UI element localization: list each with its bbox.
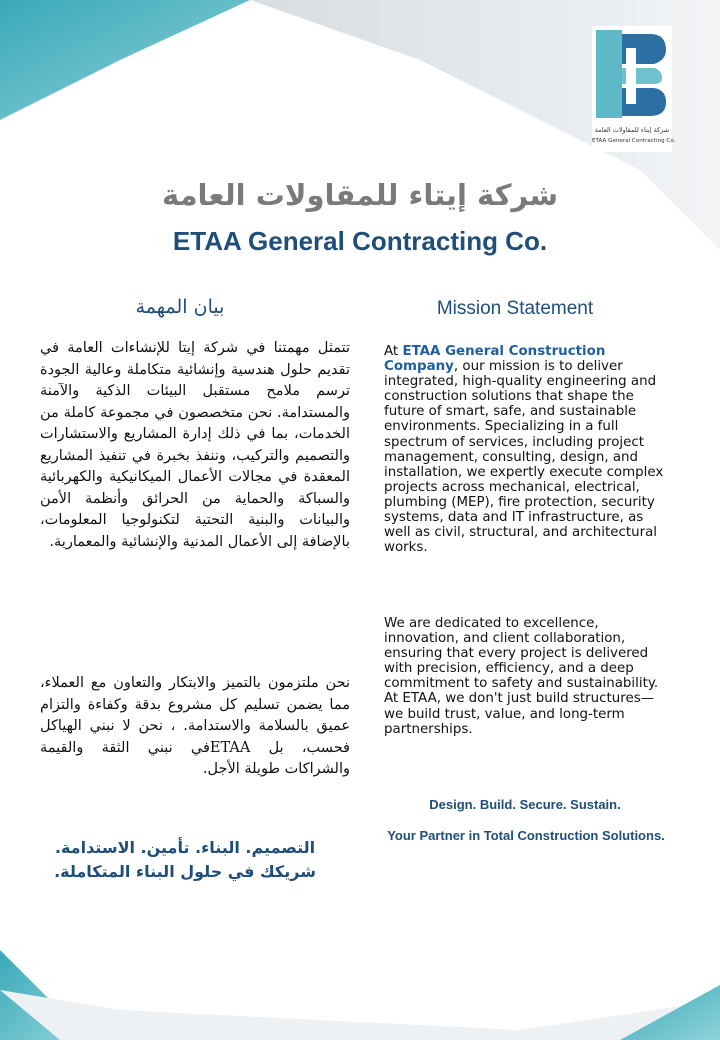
page-title-english: ETAA General Contracting Co. [172, 226, 548, 256]
arabic-paragraph-2: نحن ملتزمون بالتميز والابتكار والتعاون مع العملاء، مما يضمن تسليم كل مشروع بدقة وكفاءة والتزام عميق بالسلامة والاستدامة. ، نحن لا نبني الهياكل فحسب، بل ETAAفي نبني الثقة والقيمة والشراكات طويلة الأجل. [40, 675, 350, 777]
english-paragraph-2: We are dedicated to excellence, innovation, and client collaboration, ensuring that every project is delivered with precision, efficiency, and a deep commitment to safety and sustainability. At ETAA, we don't just build structures—we build trust, value, and long-term partnerships. [384, 616, 659, 737]
english-paragraph-1 [384, 344, 666, 555]
tagline-english-1: Design. Build. Secure. Sustain. [429, 797, 621, 812]
english-paragraph-1-container [384, 344, 666, 555]
mission-heading-arabic: بيان المهمة [135, 296, 225, 318]
arabic-paragraph-1-container [40, 338, 350, 553]
logo-e-mark [592, 26, 672, 122]
logo-arabic-text: شركة إيتاء للمقاولات العامة [594, 126, 670, 134]
tagline-arabic-2: شريكك في حلول البناء المتكاملة. [54, 862, 316, 881]
company-logo [592, 26, 676, 152]
logo-english-text: ETAA General Contracting Co. [592, 138, 676, 144]
english-p1-prefix: At [384, 344, 403, 359]
bottom-grey-band [0, 990, 720, 1040]
arabic-paragraph-2-container [40, 673, 350, 781]
tagline-english-2: Your Partner in Total Construction Solutions. [387, 828, 665, 843]
arabic-paragraph-1: تتمثل مهمتنا في شركة إيتا للإنشاءات العامة في تقديم حلول هندسية وإنشائية متكاملة وعالية الجودة ترسم ملامح مستقبل البيئات الذكية والآمنة والمستدامة. نحن متخصصون في مجموعة كاملة من الخدمات، بما في ذلك إدارة المشاريع والاستشارات والتصميم والتركيب، وننفذ بخبرة في تنفيذ المشاريع المعقدة في مجالات الأعمال الميكانيكية والكهربائية والسباكة والحماية من الحرائق وأنظمة الأمن والبيانات والبنية التحتية لتكنولوجيا المعلومات، بالإضافة إلى الأعمال المدنية والإنشائية والمعمارية. [40, 340, 350, 550]
top-left-teal-shape [0, 0, 250, 120]
mission-heading-english: Mission Statement [436, 298, 594, 319]
english-paragraph-2-container [384, 616, 666, 737]
company-name-highlight: ETAA General Construction Company [384, 344, 606, 375]
bottom-right-teal-shape [620, 985, 720, 1040]
tagline-arabic-1: التصميم. البناء. تأمين. الاستدامة. [54, 838, 316, 857]
page-title-arabic: شركة إيتاء للمقاولات العامة [161, 178, 558, 212]
english-p1-rest: , our mission is to deliver integrated, high-quality engineering and construction solutions that shape the future of smart, safe, and sustainable environments. Specializing in a full spectrum of services, including project management, consulting, design, and installation, we expertly execute complex projects across mechanical, electrical, plumbing (MEP), fire protection, security systems, data and IT infrastructure, as well as civil, structural, and architectural works. [384, 359, 664, 556]
